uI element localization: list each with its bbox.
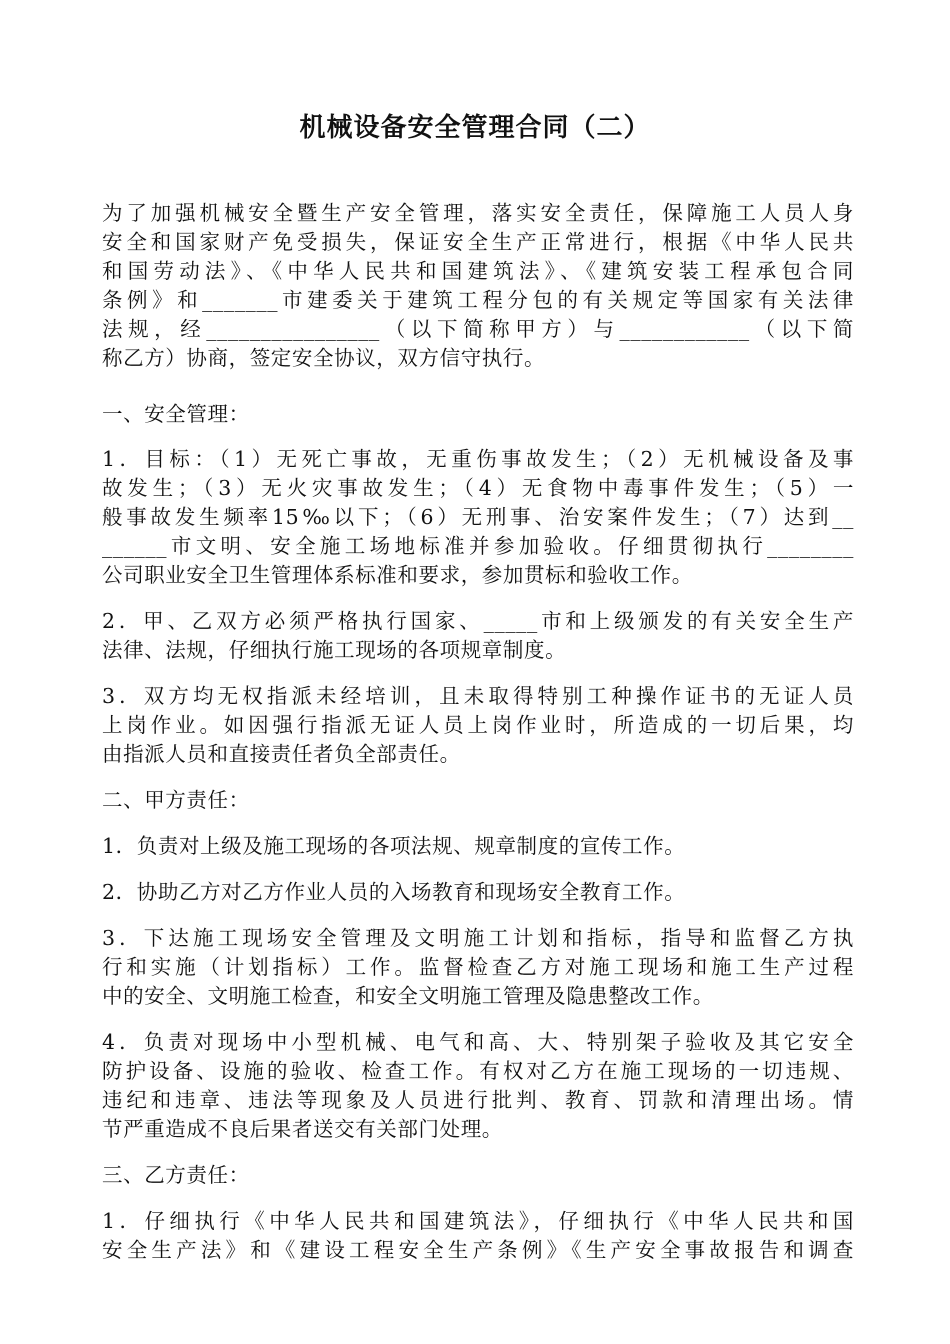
paragraph-line: 法律、法规，仔细执行施工现场的各项规章制度。	[102, 638, 567, 662]
paragraph-line: 安全生产法》和《建设工程安全生产条例》《生产安全事故报告和调查	[102, 1238, 854, 1262]
section-heading: 二、甲方责任：	[102, 788, 250, 812]
paragraph-line: 1．仔细执行《中华人民共和国建筑法》，仔细执行《中华人民共和国	[102, 1209, 854, 1233]
paragraph-line: 节严重造成不良后果者送交有关部门处理。	[102, 1117, 503, 1141]
paragraph-line: 由指派人员和直接责任者负全部责任。	[102, 742, 461, 766]
paragraph-line: 1．目标：（1）无死亡事故，无重伤事故发生；（2）无机械设备及事	[102, 447, 854, 471]
paragraph-line: 安全和国家财产免受损失，保证安全生产正常进行，根据《中华人民共	[102, 230, 854, 254]
paragraph-line: 称乙方）协商，签定安全协议，双方信守执行。	[102, 346, 546, 370]
paragraph-line: ______市文明、安全施工场地标准并参加验收。仔细贯彻执行________	[102, 534, 854, 558]
paragraph-line: 4．负责对现场中小型机械、电气和高、大、特别架子验收及其它安全	[102, 1030, 854, 1054]
paragraph-line: 法规，经________________（以下简称甲方）与____________（以下简	[102, 317, 854, 341]
paragraph-line: 般事故发生频率15‰以下；（6）无刑事、治安案件发生；（7）达到__	[102, 505, 854, 529]
paragraph-line: 中的安全、文明施工检查，和安全文明施工管理及隐患整改工作。	[102, 984, 714, 1008]
paragraph-line: 行和实施（计划指标）工作。监督检查乙方对施工现场和施工生产过程	[102, 955, 854, 979]
paragraph-line: 公司职业安全卫生管理体系标准和要求，参加贯标和验收工作。	[102, 563, 693, 587]
paragraph-line: 2．甲、乙双方必须严格执行国家、_____市和上级颁发的有关安全生产	[102, 609, 854, 633]
paragraph-line: 为了加强机械安全暨生产安全管理，落实安全责任，保障施工人员人身	[102, 201, 854, 225]
paragraph-line: 条例》和_______市建委关于建筑工程分包的有关规定等国家有关法律	[102, 288, 854, 312]
paragraph-line: 3．下达施工现场安全管理及文明施工计划和指标，指导和监督乙方执	[102, 926, 854, 950]
paragraph-line: 3．双方均无权指派未经培训，且未取得特别工种操作证书的无证人员	[102, 684, 854, 708]
paragraph-line: 2．协助乙方对乙方作业人员的入场教育和现场安全教育工作。	[102, 880, 686, 904]
paragraph-line: 1．负责对上级及施工现场的各项法规、规章制度的宣传工作。	[102, 834, 686, 858]
section-heading: 一、安全管理：	[102, 402, 250, 426]
paragraph-line: 上岗作业。如因强行指派无证人员上岗作业时，所造成的一切后果，均	[102, 713, 854, 737]
paragraph-line: 违纪和违章、违法等现象及人员进行批判、教育、罚款和清理出场。情	[102, 1088, 854, 1112]
paragraph-line: 防护设备、设施的验收、检查工作。有权对乙方在施工现场的一切违规、	[102, 1059, 854, 1083]
document-title: 机械设备安全管理合同（二）	[299, 113, 651, 143]
paragraph-line: 故发生；（3）无火灾事故发生；（4）无食物中毒事件发生；（5）一	[102, 476, 854, 500]
paragraph-line: 和国劳动法》、《中华人民共和国建筑法》、《建筑安装工程承包合同	[102, 259, 854, 283]
section-heading: 三、乙方责任：	[102, 1163, 250, 1187]
